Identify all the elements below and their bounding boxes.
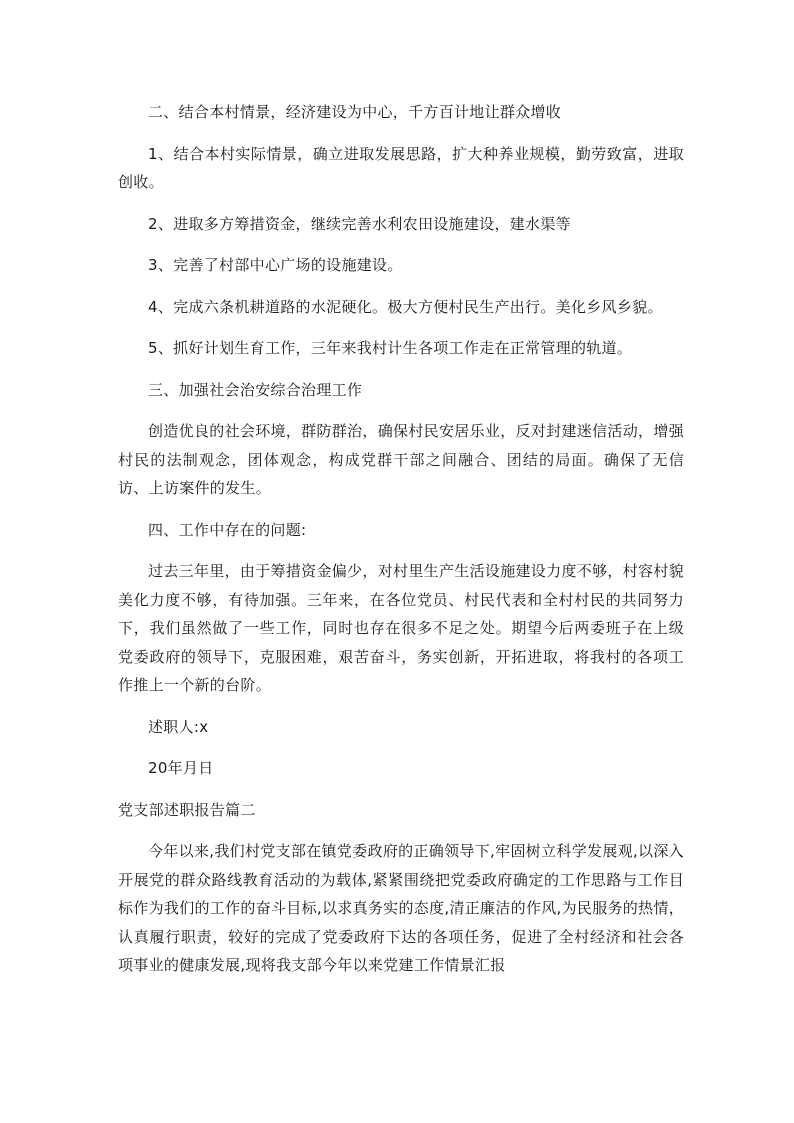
report-date: 20年月日 [148, 759, 214, 777]
document-body [118, 98, 684, 993]
paragraph-social-environment: 创造优良的社会环境，群防群治，确保村民安居乐业，反对封建迷信活动，增强村民的法制观念，团体观念，构成党群干部之间融合、团结的局面。确保了无信访、上访案件的发生。 [118, 422, 684, 497]
paragraph-this-year: 今年以来,我们村党支部在镇党委政府的正确领导下,牢固树立科学发展观,以深入开展党的群众路线教育活动的为载体,紧紧围绕把党委政府确定的工作思路与工作目标作为我们的工作的奋斗目标,以求真务实的态度,清正廉洁的作风,为民服务的热情，认真履行职责，较好的完成了党委政府下达的各项任务，促进了全村经济和社会各项事业的健康发展,现将我支部今年以来党建工作情景汇报 [118, 842, 685, 974]
paragraph-past-three-years: 过去三年里，由于筹措资金偏少，对村里生产生活设施建设力度不够，村容村貌美化力度不够，有待加强。三年来，在各位党员、村民代表和全村村民的共同努力下，我们虽然做了一些工作，同时也存在很多不足之处。期望今后两委班子在上级党委政府的领导下，克服困难，艰苦奋斗，务实创新，开拓进取，将我村的各项工作推上一个新的台阶。 [118, 562, 684, 694]
item-1-development: 1、结合本村实际情景，确立进取发展思路，扩大种养业规模，勤劳致富，进取创收。 [118, 144, 684, 191]
item-5-family-planning: 5、抓好计划生育工作，三年来我村计生各项工作走在正常管理的轨道。 [148, 339, 633, 357]
item-4-roads: 4、完成六条机耕道路的水泥硬化。极大方便村民生产出行。美化乡风乡貌。 [148, 297, 663, 316]
heading-problems: 四、工作中存在的问题: [148, 520, 307, 539]
item-3-plaza: 3、完善了村部中心广场的设施建设。 [148, 256, 403, 274]
item-2-funding: 2、进取多方筹措资金，继续完善水利农田设施建设，建水渠等 [148, 214, 571, 233]
heading-economic-construction: 二、结合本村情景，经济建设为中心，千方百计地让群众增收 [148, 103, 562, 121]
section-title-part-two: 党支部述职报告篇二 [118, 800, 256, 819]
reporter-signature: 述职人:x [148, 717, 209, 736]
heading-public-security: 三、加强社会治安综合治理工作 [148, 380, 363, 399]
